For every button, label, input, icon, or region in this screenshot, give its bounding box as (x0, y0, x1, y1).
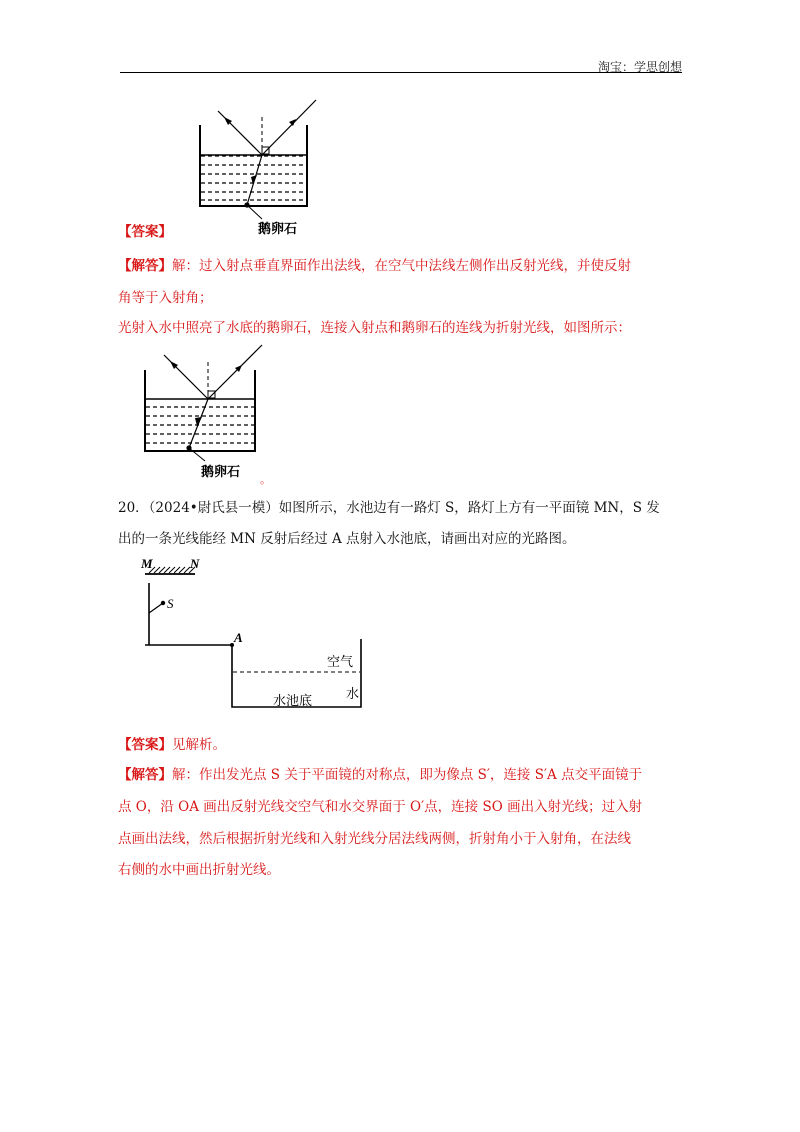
figure-water-tank-1 (190, 95, 330, 237)
label-a: A (234, 630, 243, 645)
pebble-label: 鹅卵石 (258, 222, 298, 237)
incident-arrow (289, 119, 296, 126)
pebble-leader (189, 448, 205, 461)
right-angle-mark (262, 147, 269, 154)
answer20-tag-text: 见解析。 (172, 737, 226, 753)
question20-line1: 20．（2024•尉氏县一模）如图所示，水池边有一路灯 S，路灯上方有一平面镜 MN，S 发 (118, 500, 660, 516)
question20-line2: 出的一条光线能经 MN 反射后经过 A 点射入水池底，请画出对应的光路图。 (118, 531, 576, 547)
tank-walls (145, 370, 255, 451)
right-angle-mark (208, 391, 215, 398)
label-pool-bottom: 水池底 (273, 694, 313, 709)
answer1-line3: 光射入水中照亮了水底的鹅卵石，连接入射点和鹅卵石的连线为折射光线，如图所示： (118, 320, 631, 336)
answer1-tag: 【答案】 (118, 224, 172, 240)
header-text: 淘宝：学思创想 (597, 60, 682, 74)
answer20-tag-line (118, 736, 688, 754)
answer1-explain-tag: 【解答】 (118, 258, 172, 274)
label-water: 水 (346, 687, 360, 702)
answer20-line4: 右侧的水中画出折射光线。 (118, 862, 280, 878)
label-s: S (167, 596, 174, 611)
incident-ray (208, 345, 262, 399)
answer1-line2: 角等于入射角； (118, 290, 213, 306)
pebble-label: 鹅卵石 (201, 465, 241, 480)
answer20-tag: 【答案】 (118, 737, 172, 753)
answer20-line3: 点画出法线，然后根据折射光线和入射光线分居法线两侧，折射角小于入射角，在法线 (118, 831, 631, 847)
answer1-line1 (118, 257, 688, 275)
water-dashes (146, 407, 254, 443)
trailing-mark: 。 (260, 473, 271, 486)
header-rule (120, 72, 682, 73)
answer20-line2: 点 O，沿 OA 画出反射光线交空气和水交界面于 O′点，连接 SO 画出入射光线；过入射 (118, 799, 643, 815)
label-n: N (190, 556, 200, 571)
lamp-s-dot (161, 601, 165, 605)
pebble-leader (247, 205, 262, 219)
answer1-line1-text: 解：过入射点垂直界面作出法线，在空气中法线左侧作出反射光线，并使反射 (172, 258, 631, 274)
answer20-line1 (118, 766, 688, 784)
answer20-explain-tag: 【解答】 (118, 767, 172, 783)
lamp-arm (149, 603, 163, 613)
figure-mirror-pool (135, 553, 370, 713)
answer20-line1-text: 解：作出发光点 S 关于平面镜的对称点，即为像点 S′，连接 S′A 点交平面镜于 (172, 767, 643, 783)
label-air: 空气 (327, 655, 354, 670)
label-m: M (141, 556, 153, 571)
figure-water-tank-2 (135, 342, 285, 487)
refracted-ray (189, 399, 208, 448)
